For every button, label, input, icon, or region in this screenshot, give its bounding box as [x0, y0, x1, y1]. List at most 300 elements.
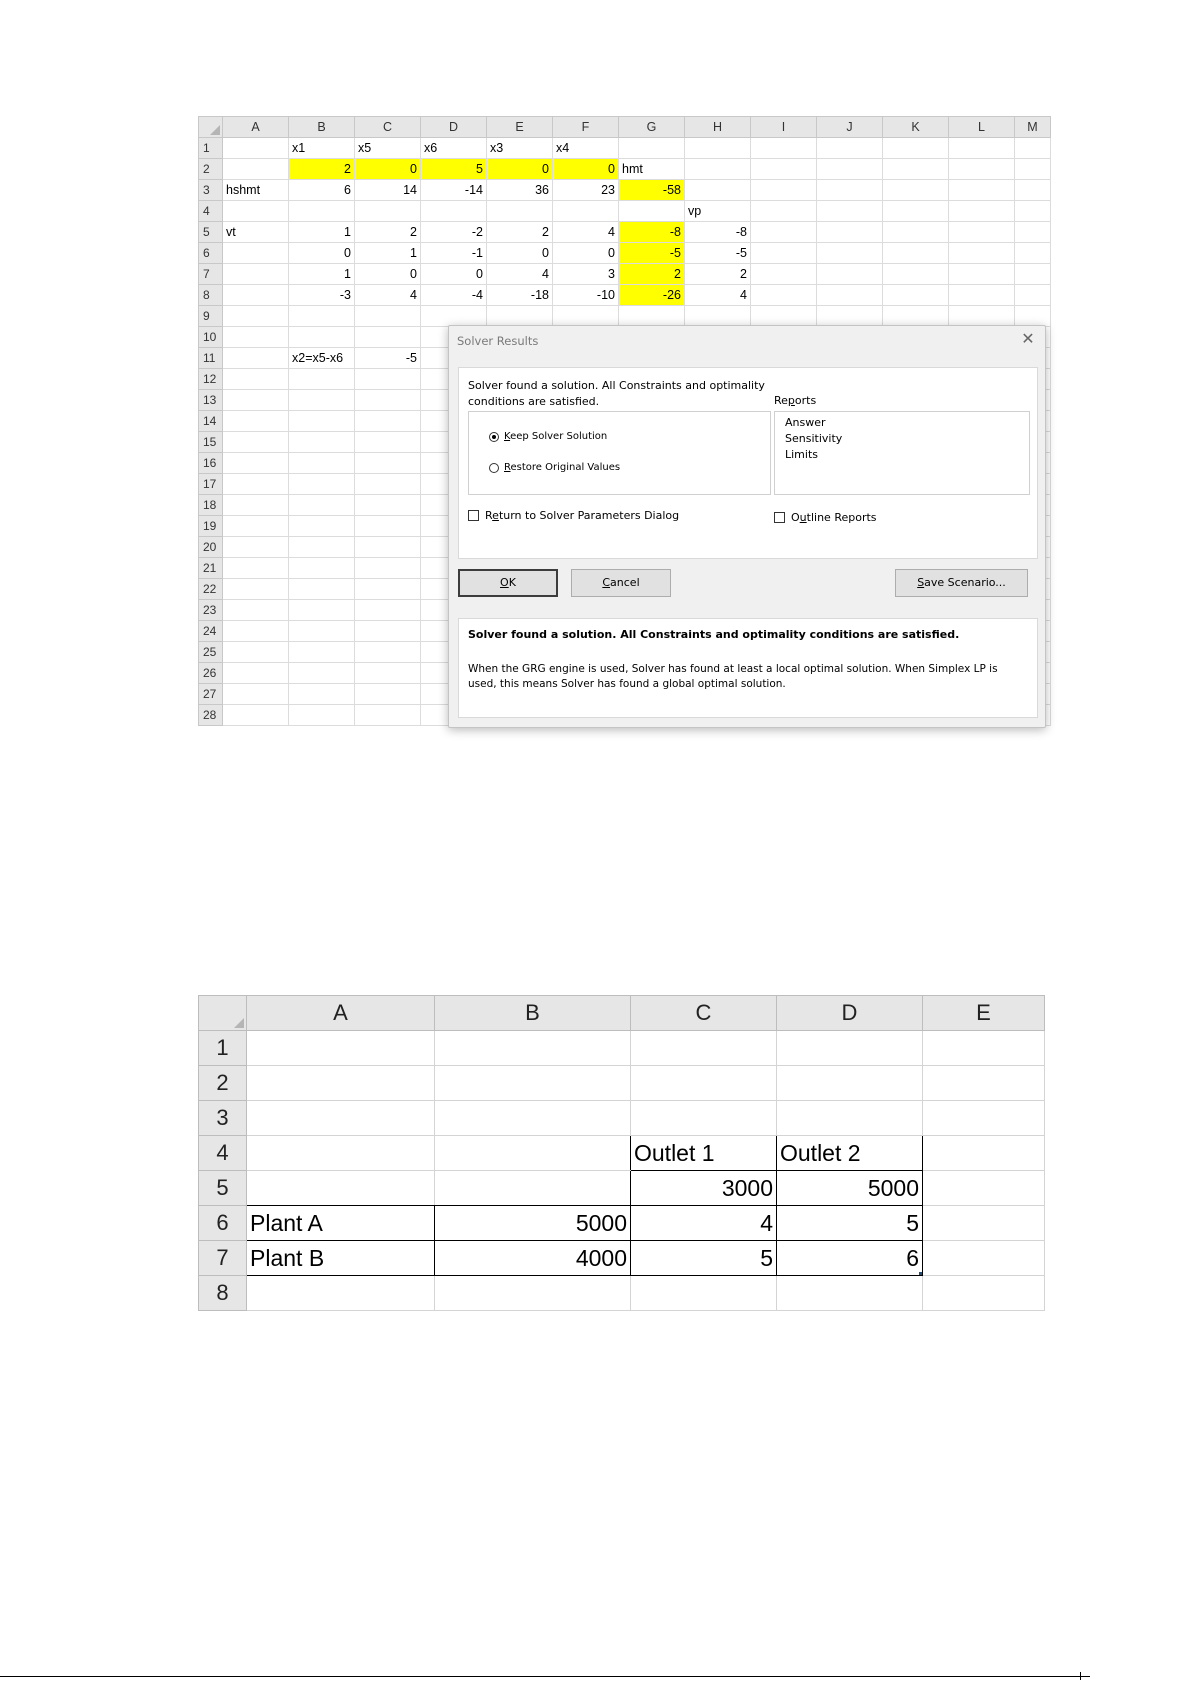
cell[interactable] — [247, 1101, 435, 1136]
checkbox-unchecked-icon — [774, 512, 785, 523]
column-header-e[interactable]: E — [487, 117, 553, 138]
row-header[interactable]: 1 — [199, 138, 223, 159]
cell[interactable]: 4 — [553, 222, 619, 243]
cell[interactable] — [949, 180, 1015, 201]
cell[interactable] — [355, 495, 421, 516]
column-header-g[interactable]: G — [619, 117, 685, 138]
cell[interactable]: -58 — [619, 180, 685, 201]
cell[interactable] — [223, 663, 289, 684]
row-header[interactable]: 24 — [199, 621, 223, 642]
row-header[interactable]: 7 — [199, 264, 223, 285]
cell[interactable] — [883, 201, 949, 222]
cell[interactable] — [355, 327, 421, 348]
cell[interactable] — [355, 201, 421, 222]
cell[interactable] — [421, 306, 487, 327]
cell[interactable] — [685, 180, 751, 201]
cell[interactable]: 0 — [355, 264, 421, 285]
cell[interactable]: x3 — [487, 138, 553, 159]
row-header[interactable]: 11 — [199, 348, 223, 369]
row-header[interactable]: 8 — [199, 1276, 247, 1311]
cell[interactable] — [223, 306, 289, 327]
solver-info-panel — [458, 618, 1038, 718]
cell[interactable]: -8 — [619, 222, 685, 243]
cell[interactable] — [289, 663, 355, 684]
row-header[interactable]: 3 — [199, 180, 223, 201]
row-header[interactable]: 25 — [199, 642, 223, 663]
cell[interactable]: 0 — [421, 264, 487, 285]
cell[interactable]: vt — [223, 222, 289, 243]
row-header[interactable]: 16 — [199, 453, 223, 474]
cell[interactable] — [777, 1276, 923, 1311]
cell[interactable] — [949, 201, 1015, 222]
cell[interactable] — [223, 621, 289, 642]
row-header[interactable]: 10 — [199, 327, 223, 348]
cell[interactable] — [435, 1031, 631, 1066]
cell[interactable] — [355, 453, 421, 474]
cell[interactable] — [289, 495, 355, 516]
cell[interactable]: 14 — [355, 180, 421, 201]
cell[interactable] — [355, 663, 421, 684]
cell[interactable] — [247, 1276, 435, 1311]
cell[interactable] — [223, 474, 289, 495]
cell[interactable] — [223, 138, 289, 159]
cell[interactable]: 1 — [355, 243, 421, 264]
cell[interactable]: -4 — [421, 285, 487, 306]
column-header-f[interactable]: F — [553, 117, 619, 138]
row-header[interactable]: 6 — [199, 1206, 247, 1241]
cell[interactable] — [223, 642, 289, 663]
cell[interactable]: -5 — [619, 243, 685, 264]
cell[interactable] — [685, 306, 751, 327]
cell[interactable] — [247, 1136, 435, 1171]
cell[interactable] — [949, 306, 1015, 327]
page-rule — [0, 1676, 1090, 1677]
cell[interactable] — [289, 642, 355, 663]
cell[interactable]: 5 — [777, 1206, 923, 1241]
cell[interactable]: 36 — [487, 180, 553, 201]
row-header[interactable]: 18 — [199, 495, 223, 516]
cell[interactable] — [1015, 180, 1051, 201]
row-header[interactable]: 27 — [199, 684, 223, 705]
cell[interactable] — [289, 621, 355, 642]
cell[interactable]: -14 — [421, 180, 487, 201]
cell[interactable] — [1015, 285, 1051, 306]
cell[interactable] — [223, 495, 289, 516]
cell[interactable] — [631, 1031, 777, 1066]
cell[interactable] — [631, 1101, 777, 1136]
column-header-c[interactable]: C — [355, 117, 421, 138]
cell[interactable] — [355, 369, 421, 390]
cell[interactable]: -5 — [685, 243, 751, 264]
cell[interactable] — [355, 390, 421, 411]
cell[interactable] — [883, 180, 949, 201]
cell[interactable] — [289, 516, 355, 537]
row-header[interactable]: 22 — [199, 579, 223, 600]
cell[interactable] — [435, 1101, 631, 1136]
cell[interactable]: -3 — [289, 285, 355, 306]
report-item-limits[interactable]: Limits — [785, 448, 818, 461]
cell[interactable] — [223, 348, 289, 369]
row-header[interactable]: 28 — [199, 705, 223, 726]
outline-reports-checkbox[interactable] — [774, 511, 877, 524]
cell[interactable] — [223, 579, 289, 600]
row-header[interactable]: 4 — [199, 201, 223, 222]
restore-values-radio[interactable] — [489, 462, 620, 473]
row-header[interactable]: 19 — [199, 516, 223, 537]
cell[interactable]: Plant B — [247, 1241, 435, 1276]
cell[interactable]: -18 — [487, 285, 553, 306]
cell[interactable] — [289, 579, 355, 600]
column-header-l[interactable]: L — [949, 117, 1015, 138]
cell[interactable] — [435, 1066, 631, 1101]
row-header[interactable]: 15 — [199, 432, 223, 453]
row-header[interactable]: 4 — [199, 1136, 247, 1171]
row-header[interactable]: 6 — [199, 243, 223, 264]
cell[interactable] — [923, 1171, 1045, 1206]
keep-solution-label: Keep Solver Solution — [504, 431, 608, 442]
cell[interactable] — [289, 201, 355, 222]
row-header[interactable]: 14 — [199, 411, 223, 432]
cell[interactable]: 0 — [487, 243, 553, 264]
cell[interactable]: Outlet 2 — [777, 1136, 923, 1171]
cell[interactable] — [923, 1241, 1045, 1276]
column-header-h[interactable]: H — [685, 117, 751, 138]
cell[interactable] — [751, 306, 817, 327]
row-header[interactable]: 17 — [199, 474, 223, 495]
cell[interactable]: 5000 — [435, 1206, 631, 1241]
cell[interactable]: 2 — [355, 222, 421, 243]
table-row — [199, 1136, 1045, 1171]
cell[interactable]: 2 — [289, 159, 355, 180]
cell[interactable]: 0 — [289, 243, 355, 264]
select-all-corner[interactable] — [199, 117, 223, 138]
cell[interactable]: hshmt — [223, 180, 289, 201]
cell[interactable] — [223, 390, 289, 411]
cell[interactable] — [817, 285, 883, 306]
cell[interactable] — [685, 159, 751, 180]
cell[interactable] — [883, 159, 949, 180]
cell[interactable] — [751, 138, 817, 159]
cell[interactable]: 1 — [289, 264, 355, 285]
column-header-d[interactable]: D — [777, 996, 923, 1031]
cell[interactable] — [355, 516, 421, 537]
cell[interactable] — [1015, 201, 1051, 222]
cell[interactable] — [883, 243, 949, 264]
cell[interactable] — [751, 243, 817, 264]
row-header[interactable]: 26 — [199, 663, 223, 684]
row-header[interactable]: 3 — [199, 1101, 247, 1136]
return-to-parameters-checkbox[interactable] — [468, 509, 679, 522]
cell[interactable] — [435, 1136, 631, 1171]
cell[interactable] — [355, 411, 421, 432]
cell[interactable] — [751, 222, 817, 243]
cell[interactable] — [817, 306, 883, 327]
row-header[interactable]: 5 — [199, 222, 223, 243]
cell[interactable]: x4 — [553, 138, 619, 159]
keep-solution-radio[interactable] — [489, 431, 607, 442]
cell[interactable] — [247, 1031, 435, 1066]
ok-button[interactable]: OK — [458, 569, 558, 597]
cell[interactable] — [223, 684, 289, 705]
cell[interactable] — [289, 453, 355, 474]
cell[interactable] — [223, 285, 289, 306]
cell[interactable] — [223, 243, 289, 264]
cell[interactable] — [923, 1206, 1045, 1241]
cell[interactable] — [619, 138, 685, 159]
cell[interactable] — [289, 369, 355, 390]
row-header[interactable]: 9 — [199, 306, 223, 327]
cell[interactable] — [631, 1066, 777, 1101]
cell[interactable]: x5 — [355, 138, 421, 159]
cell[interactable] — [1015, 243, 1051, 264]
cell[interactable] — [289, 327, 355, 348]
cell[interactable] — [487, 201, 553, 222]
cell[interactable] — [751, 180, 817, 201]
cell[interactable] — [777, 1101, 923, 1136]
column-header-b[interactable]: B — [289, 117, 355, 138]
cell[interactable]: 0 — [355, 159, 421, 180]
cell[interactable] — [817, 180, 883, 201]
cell[interactable] — [223, 327, 289, 348]
cell[interactable] — [289, 432, 355, 453]
cell[interactable] — [777, 1031, 923, 1066]
report-item-sensitivity[interactable]: Sensitivity — [785, 432, 843, 445]
cell[interactable] — [435, 1276, 631, 1311]
cell[interactable] — [817, 159, 883, 180]
cell[interactable] — [553, 306, 619, 327]
cell[interactable] — [223, 432, 289, 453]
cell[interactable]: 5000 — [777, 1171, 923, 1206]
fill-handle[interactable] — [919, 1272, 923, 1276]
cell[interactable]: -2 — [421, 222, 487, 243]
cell[interactable] — [223, 600, 289, 621]
cell[interactable] — [289, 474, 355, 495]
row-header[interactable]: 2 — [199, 1066, 247, 1101]
cell[interactable] — [817, 138, 883, 159]
cell[interactable] — [751, 201, 817, 222]
cell[interactable]: 4 — [355, 285, 421, 306]
cell[interactable] — [883, 264, 949, 285]
cell[interactable] — [949, 243, 1015, 264]
row-header[interactable]: 12 — [199, 369, 223, 390]
cell[interactable] — [247, 1066, 435, 1101]
cell[interactable] — [355, 621, 421, 642]
cell[interactable]: 0 — [487, 159, 553, 180]
table-row — [199, 264, 1051, 285]
cell[interactable] — [355, 558, 421, 579]
cell[interactable] — [777, 1066, 923, 1101]
cell[interactable]: 4000 — [435, 1241, 631, 1276]
column-header-j[interactable]: J — [817, 117, 883, 138]
cell[interactable] — [619, 306, 685, 327]
column-header-i[interactable]: I — [751, 117, 817, 138]
cell[interactable]: x6 — [421, 138, 487, 159]
cell[interactable] — [1015, 138, 1051, 159]
cell[interactable] — [435, 1171, 631, 1206]
cell[interactable]: 3 — [553, 264, 619, 285]
cell[interactable]: 4 — [685, 285, 751, 306]
cell[interactable]: 6 — [289, 180, 355, 201]
cell[interactable]: -10 — [553, 285, 619, 306]
table-row — [199, 222, 1051, 243]
row-header[interactable]: 7 — [199, 1241, 247, 1276]
cell[interactable] — [355, 705, 421, 726]
cell[interactable]: 6 — [777, 1241, 923, 1276]
cell[interactable]: 2 — [619, 264, 685, 285]
row-header[interactable]: 13 — [199, 390, 223, 411]
cell[interactable]: x1 — [289, 138, 355, 159]
cell[interactable] — [421, 201, 487, 222]
column-header-e[interactable]: E — [923, 996, 1045, 1031]
cell[interactable] — [1015, 222, 1051, 243]
cell[interactable]: 0 — [553, 159, 619, 180]
cell[interactable] — [487, 306, 553, 327]
cell[interactable] — [817, 264, 883, 285]
cell[interactable] — [355, 306, 421, 327]
cell[interactable]: 2 — [487, 222, 553, 243]
row-header[interactable]: 8 — [199, 285, 223, 306]
cell[interactable] — [1015, 264, 1051, 285]
cell[interactable] — [223, 558, 289, 579]
cell[interactable]: vp — [685, 201, 751, 222]
cell[interactable] — [223, 201, 289, 222]
cell[interactable] — [223, 516, 289, 537]
column-header-k[interactable]: K — [883, 117, 949, 138]
table-row — [199, 285, 1051, 306]
cell[interactable]: 4 — [631, 1206, 777, 1241]
cell[interactable]: -26 — [619, 285, 685, 306]
cell[interactable]: Plant A — [247, 1206, 435, 1241]
row-header[interactable]: 1 — [199, 1031, 247, 1066]
cell[interactable] — [817, 243, 883, 264]
report-item-answer[interactable]: Answer — [785, 416, 826, 429]
row-header[interactable]: 5 — [199, 1171, 247, 1206]
reports-label: Reports — [774, 394, 817, 407]
cell[interactable] — [289, 684, 355, 705]
page-rule-tick — [1080, 1672, 1081, 1680]
cell[interactable] — [289, 537, 355, 558]
cell[interactable] — [223, 411, 289, 432]
cell[interactable] — [1015, 306, 1051, 327]
cell[interactable] — [883, 138, 949, 159]
cell[interactable]: 23 — [553, 180, 619, 201]
close-icon[interactable]: ✕ — [1021, 329, 1035, 348]
cell[interactable] — [751, 285, 817, 306]
cell[interactable] — [923, 1101, 1045, 1136]
cell[interactable]: -8 — [685, 222, 751, 243]
cell[interactable]: Outlet 1 — [631, 1136, 777, 1171]
cell[interactable] — [223, 705, 289, 726]
column-header-a[interactable]: A — [247, 996, 435, 1031]
cell[interactable]: 1 — [289, 222, 355, 243]
cell[interactable] — [949, 159, 1015, 180]
cell[interactable] — [631, 1276, 777, 1311]
cell[interactable]: 3000 — [631, 1171, 777, 1206]
cell[interactable] — [883, 222, 949, 243]
cell[interactable]: -1 — [421, 243, 487, 264]
cell[interactable] — [355, 537, 421, 558]
cell[interactable]: 5 — [421, 159, 487, 180]
select-all-corner[interactable] — [199, 996, 247, 1031]
cell[interactable] — [949, 285, 1015, 306]
cell[interactable] — [949, 264, 1015, 285]
row-header[interactable]: 20 — [199, 537, 223, 558]
row-header[interactable]: 2 — [199, 159, 223, 180]
cell[interactable] — [289, 411, 355, 432]
column-header-d[interactable]: D — [421, 117, 487, 138]
cell[interactable] — [751, 159, 817, 180]
table-row — [199, 180, 1051, 201]
save-scenario-button[interactable]: Save Scenario... — [895, 569, 1028, 597]
reports-listbox[interactable] — [774, 411, 1030, 495]
cell[interactable]: 2 — [685, 264, 751, 285]
table-row — [199, 306, 1051, 327]
cell[interactable]: -5 — [355, 348, 421, 369]
cell[interactable] — [883, 285, 949, 306]
cell[interactable] — [355, 474, 421, 495]
column-header-b[interactable]: B — [435, 996, 631, 1031]
cell[interactable] — [949, 222, 1015, 243]
cell[interactable]: 0 — [553, 243, 619, 264]
cell[interactable] — [553, 201, 619, 222]
table-row — [199, 1171, 1045, 1206]
cell[interactable] — [247, 1171, 435, 1206]
cell[interactable] — [223, 159, 289, 180]
solver-results-dialog — [448, 325, 1046, 728]
cell[interactable] — [883, 306, 949, 327]
cell[interactable] — [289, 600, 355, 621]
cell[interactable] — [223, 453, 289, 474]
cell[interactable] — [355, 432, 421, 453]
cell[interactable]: 5 — [631, 1241, 777, 1276]
column-header-a[interactable]: A — [223, 117, 289, 138]
cell[interactable] — [949, 138, 1015, 159]
cell[interactable] — [223, 537, 289, 558]
cell[interactable] — [355, 579, 421, 600]
dialog-title: Solver Results — [457, 334, 539, 348]
cell[interactable] — [289, 558, 355, 579]
solution-options-group — [468, 411, 771, 495]
cell[interactable] — [355, 600, 421, 621]
cell[interactable]: hmt — [619, 159, 685, 180]
cell[interactable] — [355, 642, 421, 663]
cell[interactable] — [817, 201, 883, 222]
cell[interactable] — [923, 1066, 1045, 1101]
cell[interactable] — [289, 306, 355, 327]
cell[interactable] — [923, 1136, 1045, 1171]
cell[interactable] — [355, 684, 421, 705]
cell[interactable] — [685, 138, 751, 159]
cell[interactable] — [619, 201, 685, 222]
cell[interactable] — [923, 1031, 1045, 1066]
column-header-m[interactable]: M — [1015, 117, 1051, 138]
cell[interactable] — [1015, 159, 1051, 180]
cell[interactable] — [223, 264, 289, 285]
column-header-c[interactable]: C — [631, 996, 777, 1031]
cell[interactable] — [223, 369, 289, 390]
row-header[interactable]: 21 — [199, 558, 223, 579]
row-header[interactable]: 23 — [199, 600, 223, 621]
cell[interactable] — [289, 705, 355, 726]
cell[interactable]: x2=x5-x6 — [289, 348, 355, 369]
cell[interactable] — [817, 222, 883, 243]
cell[interactable]: 4 — [487, 264, 553, 285]
cell[interactable] — [289, 390, 355, 411]
cell[interactable] — [751, 264, 817, 285]
table-row — [199, 1031, 1045, 1066]
cancel-button[interactable]: Cancel — [571, 569, 671, 597]
cell[interactable] — [923, 1276, 1045, 1311]
